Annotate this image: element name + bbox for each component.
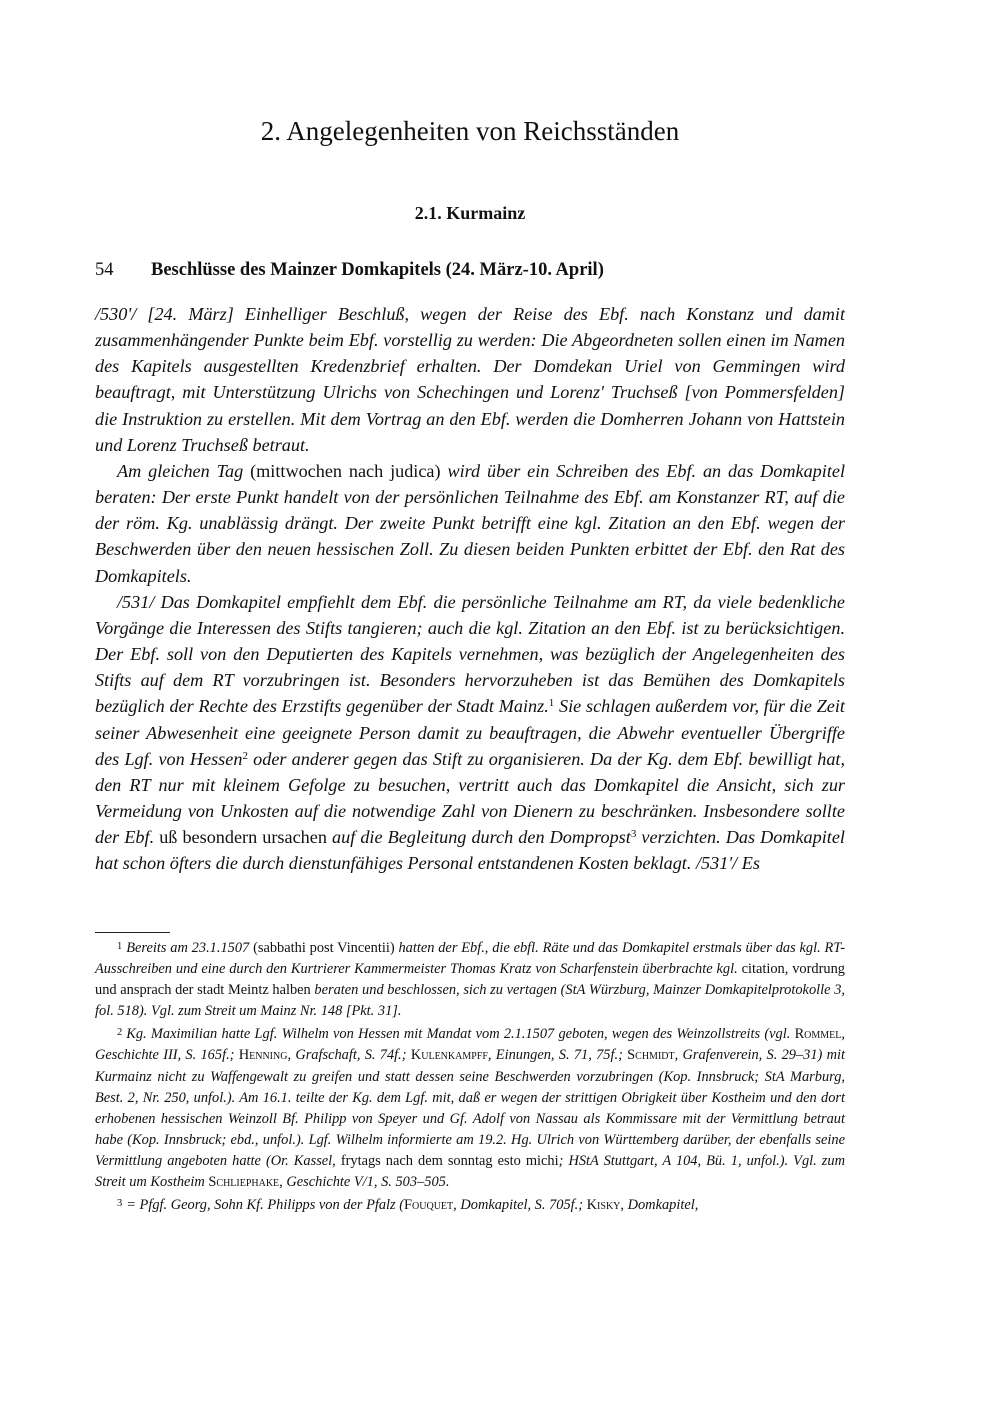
italic-run: , Einungen, S. 71, 75f.; [487, 1047, 628, 1064]
italic-run: = Pfgf. Georg, Sohn Kf. Philipps von der Pfalz ( [126, 1197, 405, 1214]
italic-run: auf die Begleitung durch den Dompropst [332, 827, 631, 848]
chapter-title: 2. Angelegenheiten von Reichsständen [260, 116, 680, 146]
paragraph [95, 458, 845, 589]
italic-run: /530'/ [24. März] Einhelliger Beschluß, wegen der Reise des Ebf. nach Konstanz und damit zusammenhängender Punkte beim Ebf. vorstellig zu werden: Die Abgeordneten sollen einen im Namen des Kapitels ausgestellten Kredenzbrief erhalten. Der Domdekan Uriel von Gemmingen wird beauftragt, mit Unterstützung Ulrichs von Schechingen und Lorenz' Truchseß [von Pommersfelden] die Instruktion zu erstellen. Mit dem Vortrag an den Ebf. werden die Domherren Johann von Hattstein und Lorenz Truchseß betraut. [95, 304, 845, 455]
italic-run: , Geschichte V/1, S. 503–505. [279, 1174, 450, 1191]
footnote-number: 2 [117, 1027, 123, 1039]
paragraph [95, 589, 845, 877]
italic-run: beraten und beschlossen, sich zu vertagen (StA Würzburg, Mainzer Domkapitelprotokolle 3, fol. 518). Vgl. zum Streit um Mainz Nr. 148 [Pkt. 31]. [95, 982, 845, 1020]
italic-run: ; HStA Stuttgart, A 104, Bü. 1, unfol.). Vgl. zum Streit um Kostheim [95, 1152, 845, 1191]
document-number: 54 [95, 260, 114, 280]
italic-run: Bereits am 23.1.1507 [126, 940, 254, 956]
body-text [95, 301, 845, 876]
italic-run: , Grafschaft, S. 74f.; [287, 1047, 411, 1064]
footnote-separator [95, 932, 170, 933]
footnote-text [95, 1026, 845, 1190]
source-quote: (mittwochen nach judica) [250, 460, 448, 481]
italic-run: Am gleichen Tag [117, 460, 251, 481]
italic-run: verzichten. Das Domkapitel hat schon öfters die durch dienstunfähiges Personal entstandenen Kosten beklagt. /531'/ Es [95, 827, 845, 874]
author-name: Fouquet [404, 1197, 454, 1214]
section-title: 2.1. Kurmainz [414, 203, 526, 223]
author-name: Kulenkampff [410, 1047, 488, 1064]
paragraph [95, 301, 845, 458]
author-name: Henning [238, 1047, 288, 1064]
footnote [95, 1022, 845, 1193]
italic-run: , Geschichte III, S. 165f.; [95, 1026, 845, 1064]
italic-run: Sie schlagen außerdem vor, für die Zeit seiner Abwesenheit eine geeignete Person damit zu beauftragen, die Abwehr eventueller Übergriffe des Lgf. von Hessen [95, 696, 845, 769]
italic-run: /531/ Das Domkapitel empfiehlt dem Ebf. die persönliche Teilnahme am RT, da viele bedenkliche Vorgänge die Interessen des Stifts tangieren; auch die kgl. Zitation an den Ebf. ist zu berücksichtigen. Der Ebf. soll von den Deputierten des Kapitels vernehmen, was bezüglich der Angelegenheiten des Stifts auf dem RT vorzubringen ist. Besonders hervorzuheben ist das Bemühen des Domkapitels bezüglich der Rechte des Erzstifts gegenüber der Stadt Mainz. [95, 591, 845, 717]
italic-run: , Domkapitel, S. 705f.; [453, 1197, 587, 1214]
footnote-number: 1 [117, 941, 123, 952]
italic-run: hatten der Ebf., die ebfl. Räte und das Domkapitel erstmals über das kgl. RT-Ausschreiben und eine durch den Kurtrierer Kammermeister Thomas Kratz von Scharfenstein überbrachte kgl. [95, 940, 845, 978]
author-name: Schliephake [208, 1174, 280, 1191]
source-quote: frytags nach dem sonntag esto michi [340, 1152, 559, 1169]
italic-run: Kg. Maximilian hatte Lgf. Wilhelm von Hessen mit Mandat vom 2.1.1507 geboten, wegen des Weinzollstreits (vgl. [126, 1026, 795, 1043]
footnote-text [126, 1197, 698, 1213]
italic-run: wird über ein Schreiben des Ebf. an das Domkapitel beraten: Der erste Punkt handelt von der persönlichen Teilnahme des Ebf. am Konstanzer RT, auf die der röm. Kg. unablässig drängt. Der zweite Punkt betrifft eine kgl. Zitation an den Ebf. wegen der Beschwerden über den neuen hessischen Zoll. Zu diesen beiden Punkten erbittet der Ebf. den Rat des Domkapitels. [95, 460, 845, 586]
footnote-text [95, 940, 845, 1019]
author-name: Schmidt [627, 1047, 675, 1064]
source-quote: uß besondern ursachen [159, 827, 332, 848]
document-heading [95, 260, 845, 281]
footnote-reference: 2 [242, 749, 248, 762]
italic-run: oder anderer gegen das Stift zu organisieren. Da der Kg. dem Ebf. bewilligt hat, den RT nur mit kleinem Gefolge zu besuchen, vertritt auch das Domkapitel die Ansicht, sich zur Vermeidung von Unkosten auf die notwendige Zahl von Dienern zu beschränken. Insbesondere sollte der Ebf. [95, 748, 846, 848]
document-title: Beschlüsse des Mainzer Domkapitels (24. März-10. April) [151, 260, 604, 280]
author-name: Kisky [586, 1197, 621, 1214]
source-quote: citation, vordrung und ansprach der stadt Meintz halben [95, 961, 845, 999]
footnote [95, 1193, 845, 1216]
italic-run: , Grafenverein, S. 29–31) mit Kurmainz nicht zu Waffengewalt zu greifen und statt dessen seine Beschwerden vorzubringen (Kop. Innsbruck; StA Marburg, Best. 2, Nr. 250, unfol.). Am 16.1. teilte der Kg. dem Lgf. mit, daß er wegen der strittigen Obrigkeit über Kostheim und den dort erhobenen hessischen Weinzoll Bf. Philipp von Speyer und Gf. Adolf von Nassau als Kommissare mit der Vermittlung betraut habe (Kop. Innsbruck; ebd., unfol.). Lgf. Wilhelm informierte am 19.2. Hg. Ulrich von Württemberg darüber, der ebenfalls seine Vermittlung angeboten hatte (Or. Kassel, [95, 1047, 846, 1169]
footnote [95, 936, 845, 1022]
footnote-reference: 1 [548, 697, 555, 710]
footnotes [95, 936, 845, 1216]
footnote-number: 3 [117, 1198, 123, 1210]
author-name: Rommel [794, 1026, 842, 1043]
footnote-reference: 3 [630, 828, 637, 841]
italic-run: , Domkapitel, [620, 1197, 699, 1214]
source-quote: (sabbathi post Vincentii) [253, 940, 399, 956]
